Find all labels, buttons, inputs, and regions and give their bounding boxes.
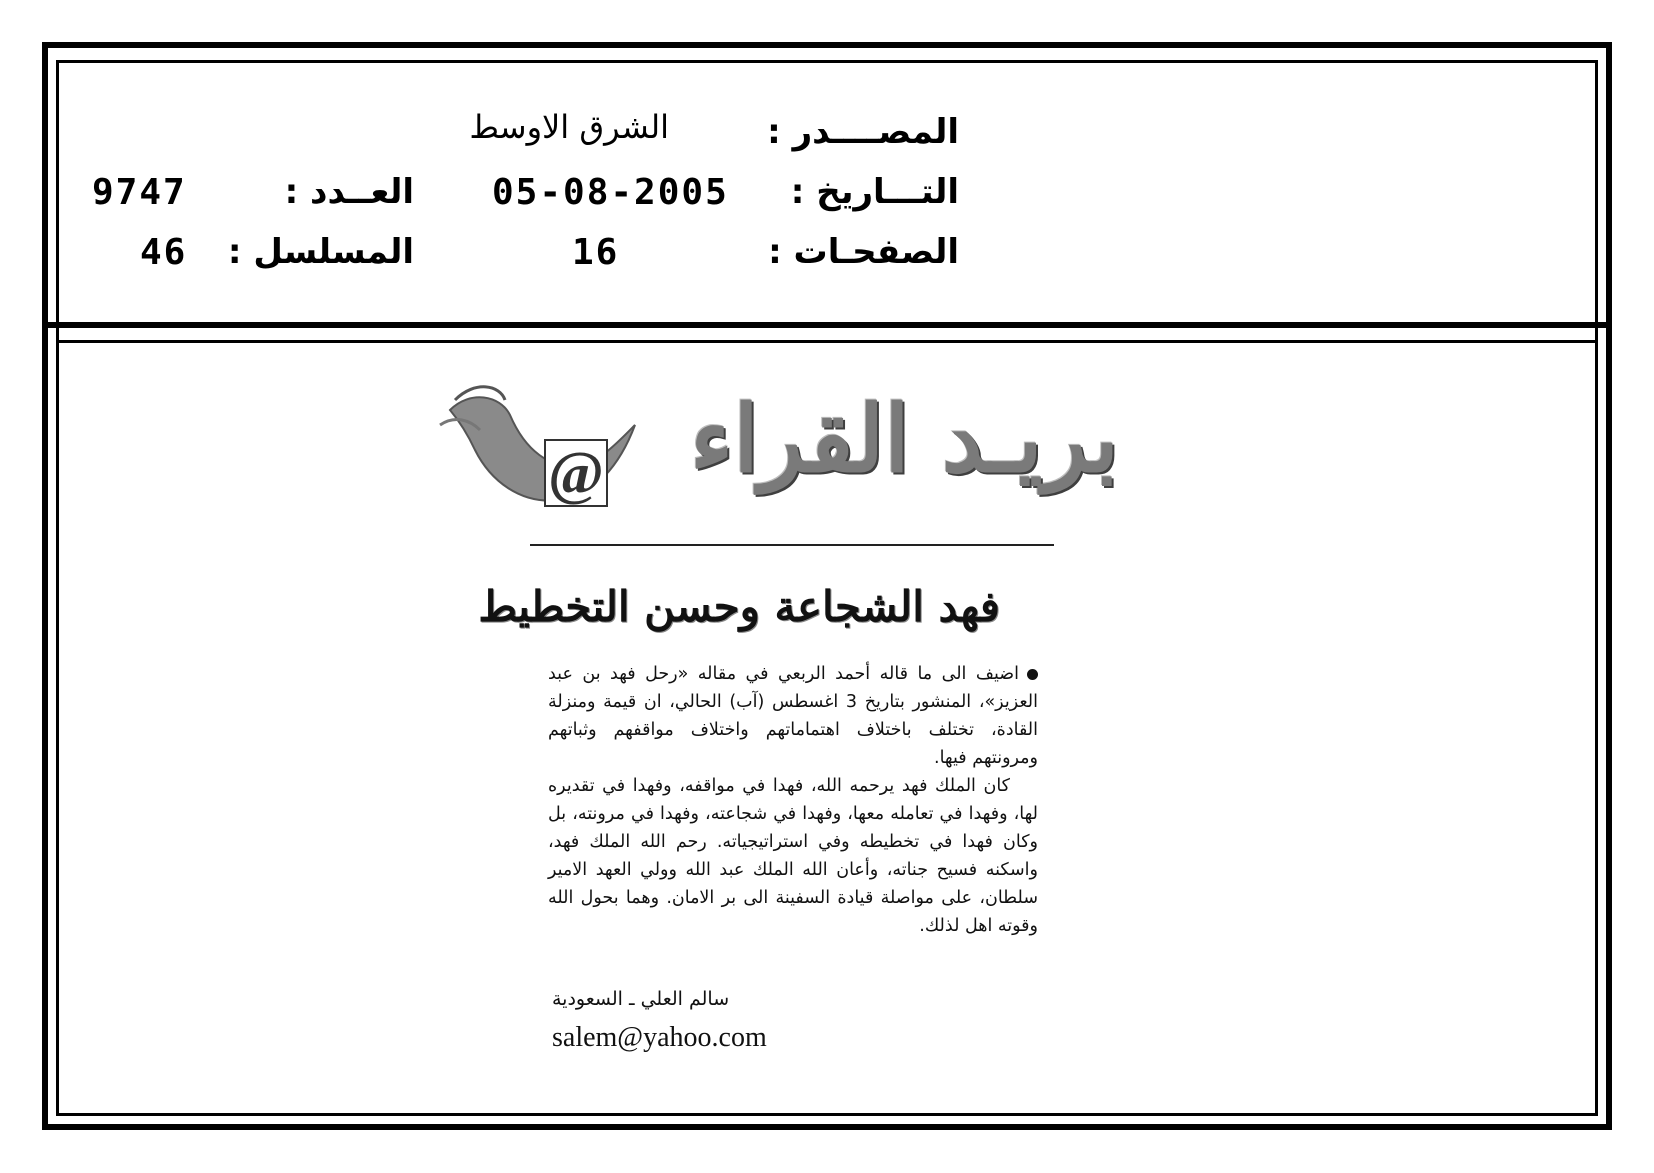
bird-at-logo-icon — [430, 370, 640, 520]
bullet-icon — [1027, 669, 1038, 680]
separator-rule — [530, 544, 1054, 546]
issue-value: 9747 — [92, 172, 187, 213]
issue-label: العــدد : — [284, 172, 414, 212]
date-label: التـــاريخ : — [790, 172, 959, 212]
author-email: salem@yahoo.com — [552, 1022, 767, 1053]
section-title: بريـد القراء — [690, 385, 1119, 493]
source-value: الشرق الاوسط — [469, 108, 669, 146]
source-label: المصــــدر : — [767, 112, 959, 152]
header-divider-inner — [56, 340, 1598, 343]
author-signature: سالم العلي ـ السعودية — [552, 988, 730, 1010]
pages-label: الصفحـات : — [768, 232, 959, 272]
at-symbol: @ — [548, 440, 604, 506]
article-body — [548, 660, 1038, 940]
header-divider — [42, 322, 1612, 328]
paragraph-2: كان الملك فهد يرحمه الله، فهدا في مواقفه، وفهدا في تقديره لها، وفهدا في تعامله معها، وفهدا في شجاعته، وفهدا في مرونته، بل وكان فهدا في تخطيطه وفي استراتيجياته. رحم الله الملك فهد، واسكنه فسيح جناته، وأعان الله الملك عبد الله وولي العهد الامير سلطان، على مواصلة قيادة السفينة الى بر الامان. وهما بحول الله وقوته اهل لذلك. — [548, 776, 1038, 936]
serial-value: 46 — [140, 232, 188, 273]
date-value: 05-08-2005 — [492, 172, 729, 213]
serial-label: المسلسل : — [227, 232, 414, 272]
article-headline: فهد الشجاعة وحسن التخطيط — [478, 582, 1000, 631]
pages-value: 16 — [572, 232, 620, 273]
paragraph-1: اضيف الى ما قاله أحمد الربعي في مقاله «رحل فهد بن عبد العزيز»، المنشور بتاريخ 3 اغسطس (آب) الحالي، ان قيمة ومنزلة القادة، تختلف باختلاف اهتماماتهم واختلاف مواقفهم وثباتهم ومرونتهم فيها. — [548, 664, 1038, 768]
